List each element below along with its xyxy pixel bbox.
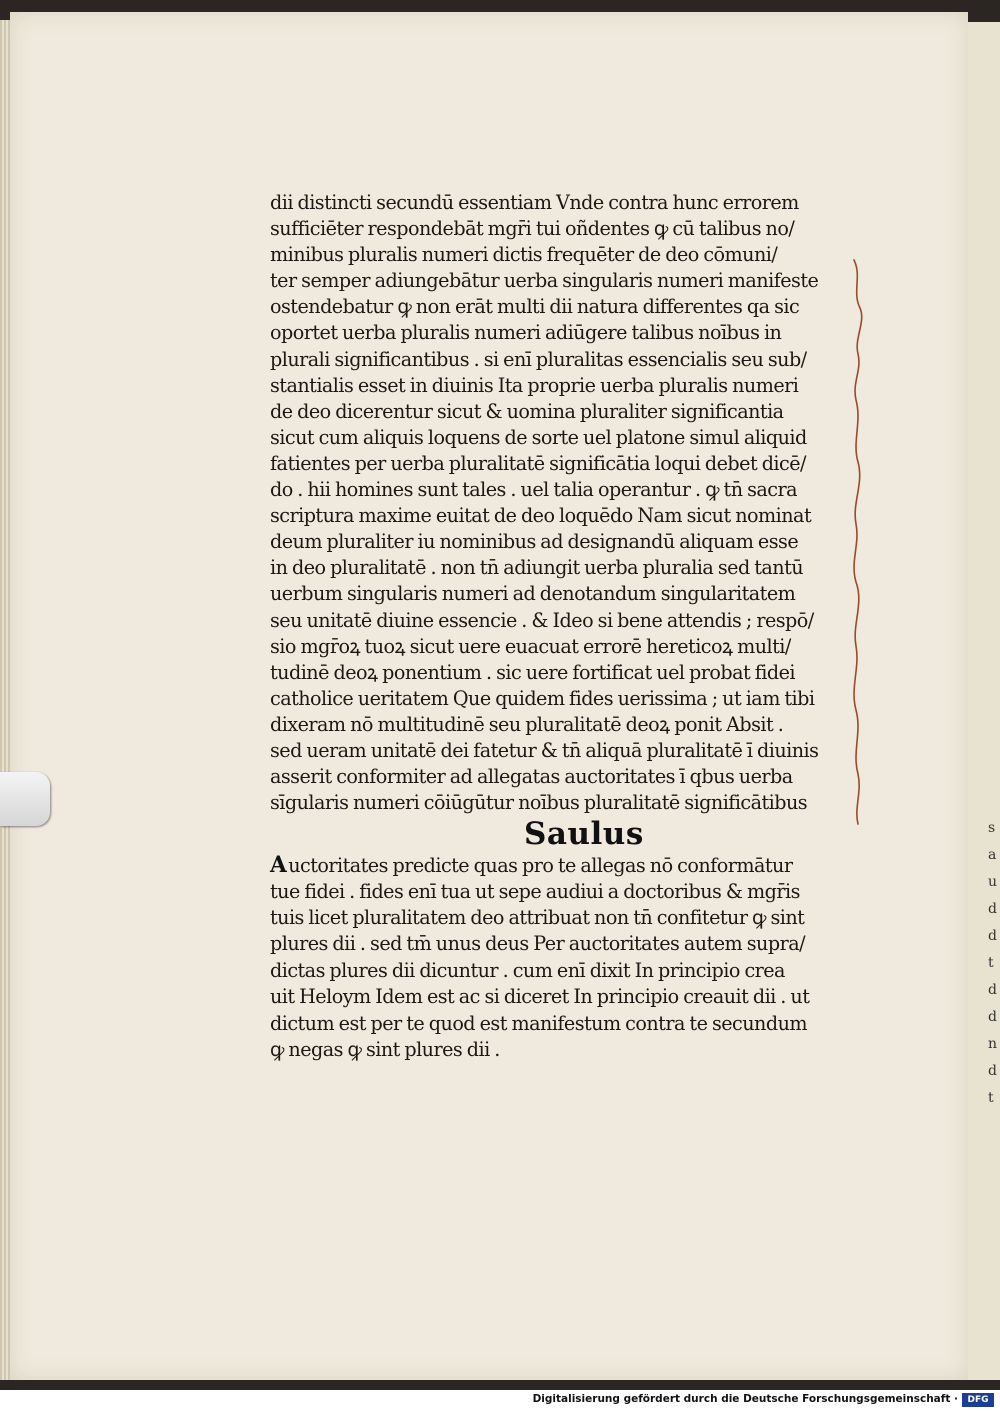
text-line: scriptura maxime euitat de deo loquēdo Nam sicut nominat bbox=[270, 504, 812, 528]
text-line bbox=[270, 852, 860, 878]
text-line: tudinē deoꝝ ponentium . sic uere fortificat uel probat fidei bbox=[270, 660, 796, 684]
text-line: plurali significantibus . si enī pluralitas essencialis seu sub/ bbox=[270, 347, 807, 371]
footer-bar bbox=[0, 1390, 1000, 1411]
text-line: ꝙ negas ꝙ sint plures dii . bbox=[270, 1037, 500, 1061]
book-page bbox=[10, 12, 968, 1380]
speaker-heading: Saulus bbox=[524, 816, 644, 853]
text-line: dictum est per te quod est manifestum contra te secundum bbox=[270, 1011, 808, 1035]
next-leaf-edge bbox=[968, 22, 1000, 1380]
text-line: sufficiēter respondebāt mgr̄i tui oñdentes ꝙ cū talibus no/ bbox=[270, 217, 795, 241]
text-line: dictas plures dii dicuntur . cum enī dixit In principio crea bbox=[270, 958, 785, 982]
text-line: oportet uerba pluralis numeri adiūgere talibus noībus in bbox=[270, 321, 782, 345]
text-line: stantialis esset in diuinis Ita proprie uerba pluralis numeri bbox=[270, 373, 799, 397]
section-2 bbox=[270, 852, 870, 1063]
text-line: tuis licet pluralitatem deo attribuat non tn̄ confitetur ꝙ sint bbox=[270, 906, 805, 930]
text-line: uit Heloym Idem est ac si diceret In principio creauit dii . ut bbox=[270, 985, 810, 1009]
text-line: de deo dicerentur sicut & uomina pluraliter significantia bbox=[270, 399, 784, 423]
text-line: ter semper adiungebātur uerba singularis numeri manifeste bbox=[270, 269, 819, 293]
text-line: catholice ueritatem Que quidem fides uerissima ; ut iam tibi bbox=[270, 686, 815, 710]
text-line-content: uctoritates predicte quas pro te allegas nō conformātur bbox=[288, 854, 793, 878]
page-clip bbox=[0, 772, 50, 826]
text-line: sicut cum aliquis loquens de sorte uel platone simul aliquid bbox=[270, 425, 807, 449]
dfg-logo: DFG bbox=[962, 1393, 994, 1407]
funding-credit: Digitalisierung gefördert durch die Deutsche Forschungsgemeinschaft · bbox=[532, 1393, 958, 1405]
text-line: fatientes per uerba pluralitatē significātia loqui debet dicē/ bbox=[270, 451, 806, 475]
text-line: tue fidei . fides enī tua ut sepe audiui a doctoribus & mgr̄is bbox=[270, 879, 800, 903]
text-line: deum pluraliter iu nominibus ad designandū aliquam esse bbox=[270, 530, 799, 554]
text-line: seu unitatē diuine essencie . & Ideo si bene attendis ; respō/ bbox=[270, 608, 814, 632]
text-line: minibus pluralis numeri dictis frequēter de deo cōmuni/ bbox=[270, 243, 778, 267]
text-line: sed ueram unitatē dei fatetur & tn̄ aliquā pluralitatē ī diuinis bbox=[270, 738, 819, 762]
text-line: uerbum singularis numeri ad denotandum singularitatem bbox=[270, 582, 796, 606]
text-line: dixeram nō multitudinē seu pluralitatē deoꝝ ponit Absit . bbox=[270, 712, 784, 736]
marginal-pen-stroke bbox=[846, 252, 870, 832]
text-line: sio mgr̄oꝝ tuoꝝ sicut uere euacuat errorē hereticoꝝ multi/ bbox=[270, 634, 791, 658]
text-line: dii distincti secundū essentiam Vnde contra hunc errorem bbox=[270, 191, 799, 214]
text-line: asserit conformiter ad allegatas auctoritates ī qbus uerba bbox=[270, 765, 793, 789]
text-line: do . hii homines sunt tales . uel talia operantur . ꝙ tn̄ sacra bbox=[270, 478, 797, 502]
text-line: in deo pluralitatē . non tn̄ adiungit uerba pluralia sed tantū bbox=[270, 556, 804, 580]
section-1 bbox=[270, 190, 870, 816]
text-line: plures dii . sed tm̄ unus deus Per auctoritates autem supra/ bbox=[270, 932, 806, 956]
text-block bbox=[270, 190, 870, 1063]
next-leaf-letters: s a u d d t d d n d t bbox=[988, 820, 998, 1106]
text-line: sīgularis numeri cōiūgūtur noībus pluralitatē significātibus bbox=[270, 791, 808, 815]
text-line: ostendebatur ꝙ non erāt multi dii natura differentes qa sic bbox=[270, 295, 800, 319]
initial-letter: A bbox=[270, 852, 287, 879]
